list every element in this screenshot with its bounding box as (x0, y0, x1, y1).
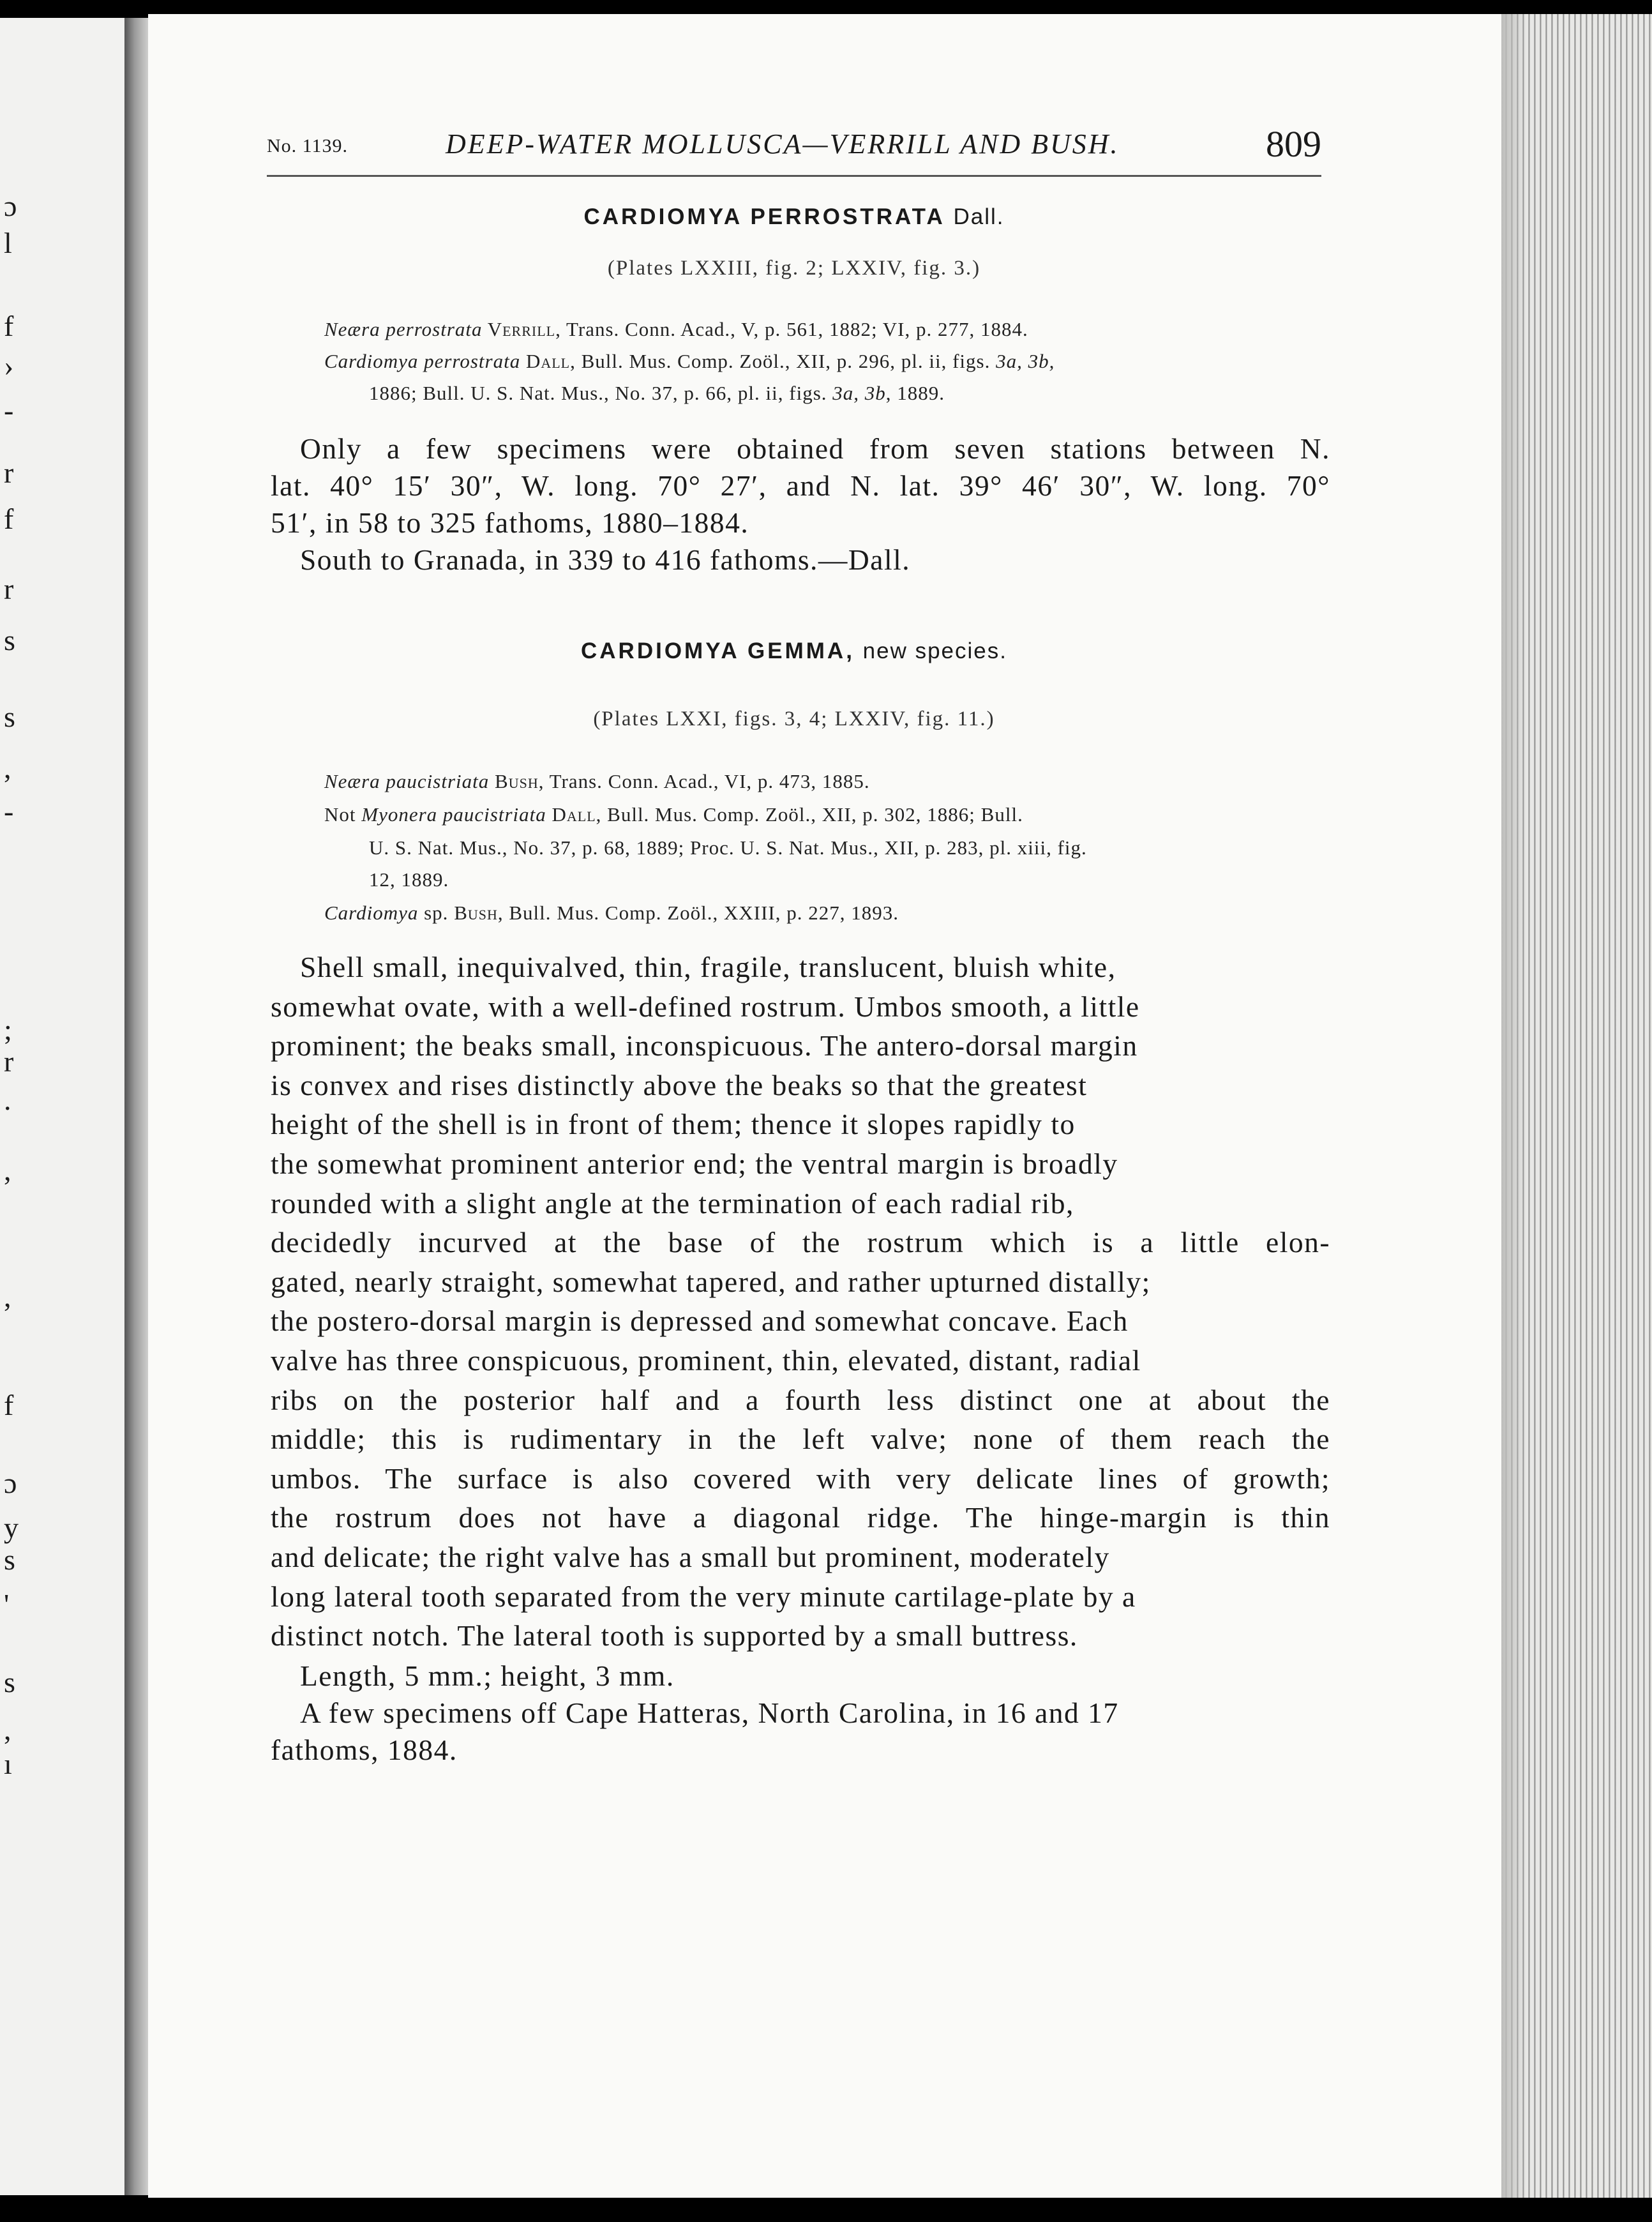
citation-text: , Bull. Mus. Comp. Zoöl., XXIII, p. 227, 1893. (497, 902, 899, 924)
page-number: 809 (1266, 123, 1321, 165)
margin-char: - (4, 795, 14, 828)
text-line: rounded with a slight angle at the termination of each radial rib, (271, 1186, 1074, 1220)
margin-char: r (4, 1045, 14, 1078)
citation-text: , Trans. Conn. Acad., V, p. 561, 1882; VI, p. 277, 1884. (555, 318, 1028, 340)
taxon-name: Myonera paucistriata (361, 803, 546, 826)
citation-text: sp. (418, 902, 454, 924)
citation-text: , Bull. Mus. Comp. Zoöl., XII, p. 296, pl. ii, figs. (570, 350, 996, 372)
synonym-line (324, 345, 1055, 378)
text-line: the somewhat prominent anterior end; the ventral margin is broadly (271, 1147, 1118, 1180)
author-name: Dall (546, 803, 596, 826)
species-author: Dall. (953, 204, 1005, 229)
margin-char: ɔ (4, 190, 17, 222)
text-line: the postero-dorsal margin is depressed and somewhat concave. Each (271, 1304, 1129, 1338)
margin-char: f (4, 310, 14, 342)
left-page-margin-text (0, 18, 26, 2195)
taxon-name: 3a, 3b (832, 382, 886, 404)
text-line: prominent; the beaks small, inconspicuous. The antero-dorsal margin (271, 1029, 1138, 1062)
page-edges-shadow (1501, 14, 1527, 2198)
margin-char: y (4, 1511, 19, 1544)
margin-char: s (4, 1666, 15, 1698)
text-line: A few specimens off Cape Hatteras, North Carolina, in 16 and 17 (300, 1697, 1119, 1729)
citation-text: U. S. Nat. Mus., No. 37, p. 68, 1889; Proc. U. S. Nat. Mus., XII, p. 283, pl. xiii, fig. (369, 836, 1087, 859)
text-line: distinct notch. The lateral tooth is supported by a small buttress. (271, 1619, 1078, 1652)
taxon-name: Neæra perrostrata (324, 318, 483, 340)
running-header (267, 123, 1321, 172)
margin-char: , (4, 752, 11, 784)
plates-reference: (Plates LXXIII, fig. 2; LXXIV, fig. 3.) (607, 257, 981, 280)
text-line: fathoms, 1884. (271, 1734, 458, 1766)
species-heading-perrostrata (267, 204, 1321, 230)
text-line: lat. 40° 15′ 30″, W. long. 70° 27′, and N. lat. 39° 46′ 30″, W. long. 70° (271, 469, 1330, 502)
synonym-line (324, 765, 870, 798)
author-name: Bush (454, 902, 498, 924)
margin-char: , (4, 1713, 11, 1746)
margin-char: - (4, 394, 14, 427)
author-name: Verrill (482, 318, 556, 340)
species-author: new species. (862, 639, 1007, 663)
text-line: the rostrum does not have a diagonal ridge. The hinge-margin is thin (271, 1501, 1330, 1534)
margin-char: r (4, 573, 14, 605)
margin-char: l (4, 227, 12, 259)
author-name: Bush (489, 770, 539, 792)
text-line: is convex and rises distinctly above the beaks so that the greatest (271, 1068, 1088, 1101)
measurements-text: Length, 5 mm.; height, 3 mm. (300, 1659, 675, 1692)
citation-text: , Bull. Mus. Comp. Zoöl., XII, p. 302, 1886; Bull. (596, 803, 1023, 826)
taxon-name: Neæra paucistriata (324, 770, 490, 792)
margin-char: r (4, 457, 14, 489)
text-line: height of the shell is in front of them; thence it slopes rapidly to (271, 1108, 1076, 1141)
margin-char: ; (4, 1013, 12, 1046)
taxon-name: 3a, 3b, (996, 350, 1055, 372)
text-line: umbos. The surface is also covered with very delicate lines of growth; (271, 1462, 1330, 1495)
synonym-line (324, 896, 899, 930)
header-rule (267, 175, 1321, 177)
synonym-line (369, 863, 449, 896)
author-name: Dall (520, 350, 571, 372)
text-line: somewhat ovate, with a well-defined rostrum. Umbos smooth, a little (271, 990, 1140, 1023)
synonym-line (324, 313, 1028, 346)
text-line: Only a few specimens were obtained from seven stations between N. (300, 432, 1330, 465)
text-line: ribs on the posterior half and a fourth less distinct one at about the (271, 1383, 1330, 1416)
margin-char: f (4, 1389, 14, 1421)
species-name: CARDIOMYA PERROSTRATA (583, 204, 945, 229)
plates-reference: (Plates LXXI, figs. 3, 4; LXXIV, fig. 11.) (593, 707, 995, 730)
text-line: 51′, in 58 to 325 fathoms, 1880–1884. (271, 506, 749, 539)
citation-text: , 1889. (885, 382, 945, 404)
citation-text: Not (324, 803, 362, 826)
synonym-line (369, 831, 1087, 865)
margin-char: , (4, 1280, 11, 1313)
margin-char: , (4, 1154, 11, 1186)
citation-text: , Trans. Conn. Acad., VI, p. 473, 1885. (538, 770, 870, 792)
margin-char: ' (4, 1588, 10, 1621)
left-page-edge (0, 18, 128, 2195)
margin-char: s (4, 700, 15, 733)
margin-char: s (4, 624, 15, 656)
margin-char: › (4, 349, 14, 382)
text-line: valve has three conspicuous, prominent, thin, elevated, distant, radial (271, 1344, 1141, 1377)
margin-char: ɔ (4, 1467, 17, 1499)
text-line: long lateral tooth separated from the very minute cartilage-plate by a (271, 1580, 1136, 1613)
taxon-name: Cardiomya (324, 902, 419, 924)
taxon-name: Cardiomya perrostrata (324, 350, 521, 372)
book-gutter (124, 18, 150, 2195)
article-number: No. 1139. (267, 135, 349, 156)
margin-char: ı (4, 1748, 12, 1780)
running-title: DEEP-WATER MOLLUSCA—VERRILL AND BUSH. (446, 128, 1120, 160)
margin-char: s (4, 1543, 15, 1576)
synonym-line (369, 377, 945, 410)
species-heading-gemma (267, 639, 1321, 664)
text-line: South to Granada, in 339 to 416 fathoms.—Dall. (300, 543, 911, 576)
citation-text: 12, 1889. (369, 868, 449, 891)
text-line: and delicate; the right valve has a small but prominent, moderately (271, 1541, 1110, 1573)
text-line: middle; this is rudimentary in the left valve; none of them reach the (271, 1423, 1330, 1456)
text-line: Shell small, inequivalved, thin, fragile, translucent, bluish white, (300, 951, 1116, 983)
citation-text: 1886; Bull. U. S. Nat. Mus., No. 37, p. 66, pl. ii, figs. (369, 382, 833, 404)
margin-char: f (4, 503, 14, 535)
species-name: CARDIOMYA GEMMA, (581, 639, 855, 663)
text-line: decidedly incurved at the base of the rostrum which is a little elon- (271, 1226, 1330, 1259)
margin-char: . (4, 1084, 11, 1116)
text-line: gated, nearly straight, somewhat tapered, and rather upturned distally; (271, 1265, 1151, 1298)
synonym-line (324, 798, 1023, 831)
